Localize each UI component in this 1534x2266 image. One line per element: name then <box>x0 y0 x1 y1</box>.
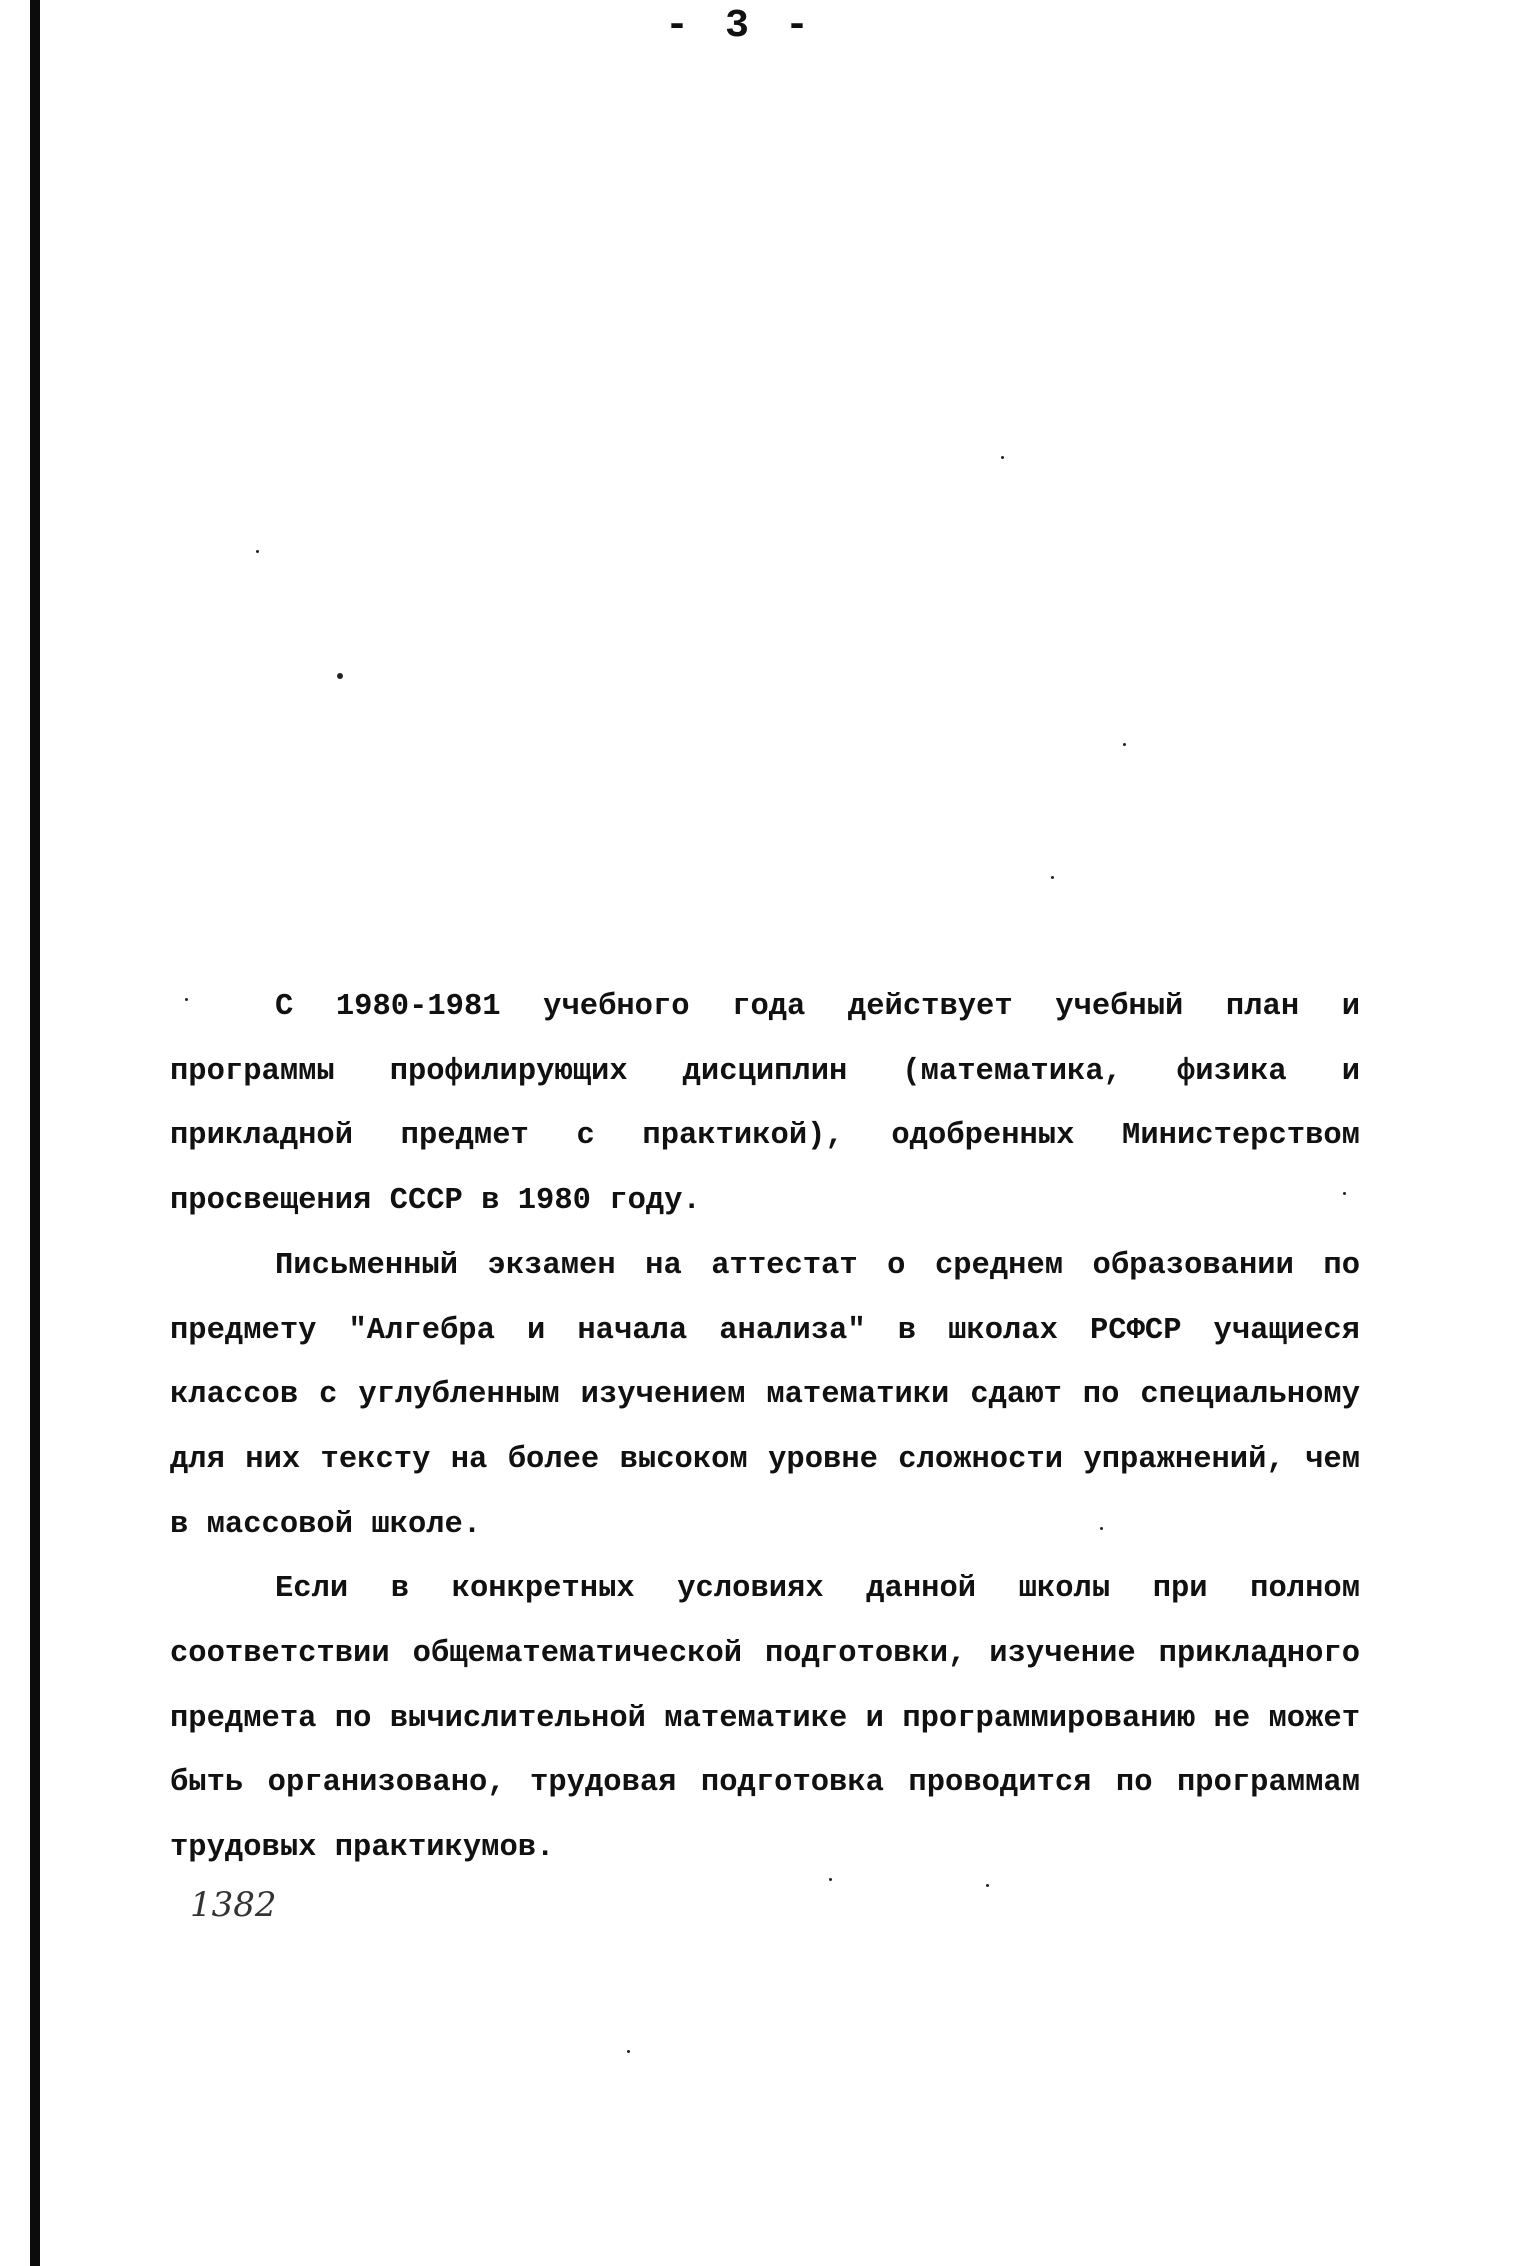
paragraph-2: Письменный экзамен на аттестат о среднем образовании по предмету "Алгебра и начала анализа" в школах РСФСР учащиеся классов с углубленным изучением математики сдают по специальному для них тексту на более высоком уровне сложности упражнений, чем в массовой школе. <box>170 1248 1360 1542</box>
scan-speck <box>1100 1527 1103 1530</box>
scan-speck <box>829 1878 832 1881</box>
scan-speck <box>256 550 259 553</box>
scan-speck <box>627 2050 630 2053</box>
scan-speck <box>1051 876 1054 879</box>
paragraph-3: Если в конкретных условиях данной школы при полном соответствии общематематической подготовки, изучение прикладного предмета по вычислительной математике и программированию не может быть организовано, трудовая подготовка проводится по программам трудовых практикумов. <box>170 1572 1360 1866</box>
paragraph-1: С 1980-1981 учебного года действует учебный план и программы профилирующих дисциплин (математика, физика и прикладной предмет с практикой), одобренных Министерством просвещения СССР в 1980 году. <box>170 990 1360 1219</box>
scan-speck <box>337 673 343 679</box>
document-body <box>170 975 1360 1881</box>
scan-speck <box>1343 1192 1346 1195</box>
page-left-edge <box>30 0 40 2266</box>
page-number: - 3 - <box>664 4 816 49</box>
scan-speck <box>1123 743 1126 746</box>
scan-speck <box>185 998 188 1001</box>
scan-speck <box>1001 456 1004 459</box>
scan-speck <box>986 1884 989 1887</box>
handwritten-number: 1382 <box>190 1885 277 1925</box>
